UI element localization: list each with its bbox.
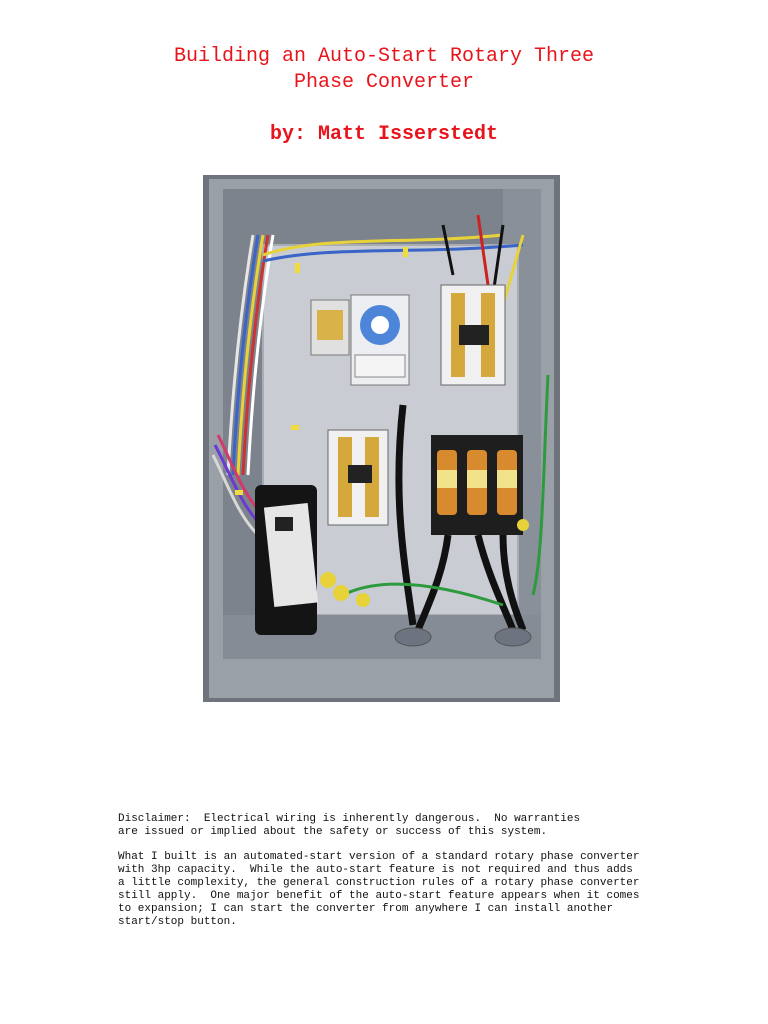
disclaimer-line-1: Disclaimer: Electrical wiring is inherently dangerous. No warranties: [118, 813, 581, 825]
paragraph-line-3: a little complexity, the general construction rules of a rotary phase converter: [118, 877, 640, 889]
paragraph-line-6: start/stop button.: [118, 916, 237, 928]
author-byline: by: Matt Isserstedt: [269, 123, 499, 146]
paragraph-line-5: to expansion; I can start the converter from anywhere I can install another: [118, 903, 614, 915]
disclaimer-line-2: are issued or implied about the safety or success of this system.: [118, 826, 548, 838]
title-line-1: Building an Auto-Start Rotary Three: [173, 45, 595, 68]
electrical-panel-photo: [203, 175, 560, 702]
paragraph-line-4: still apply. One major benefit of the auto-start feature appears when it comes: [118, 890, 640, 902]
title-line-2: Phase Converter: [293, 71, 475, 94]
paragraph-line-1: What I built is an automated-start version of a standard rotary phase converter: [118, 851, 640, 863]
paragraph-line-2: with 3hp capacity. While the auto-start feature is not required and thus adds: [118, 864, 633, 876]
